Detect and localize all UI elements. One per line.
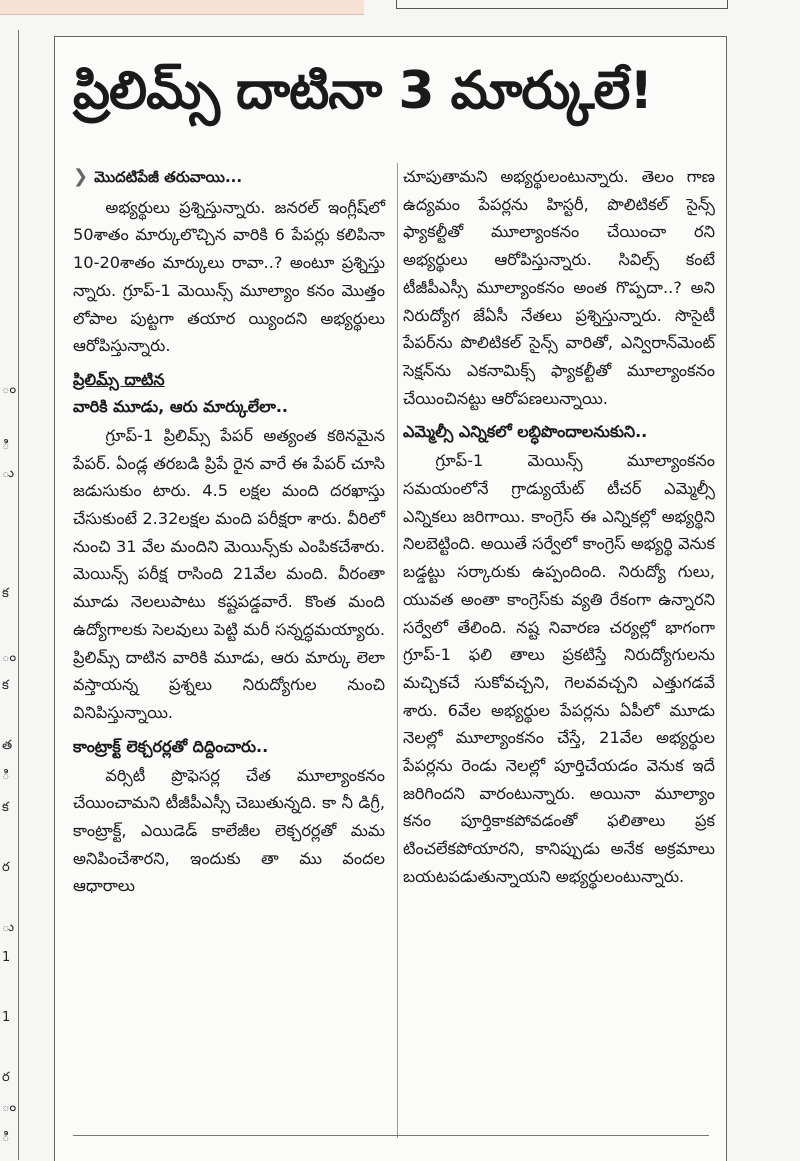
adjacent-column-edge (0, 30, 19, 1160)
edge-fragment: ం (2, 1100, 17, 1115)
left-paragraph-1: అభ్యర్థులు ప్రశ్నిస్తున్నారు. జనరల్ ఇంగ్లీష్‌లో 50శాతం మార్కులొచ్చిన వారికి 6 పేపర్లు కలిపినా 10-20శాతం మార్కులు రావా..? అంటూ ప్రశ్నిస్తు న్నారు. గ్రూప్-1 మెయిన్స్ మూల్యాం కనం మొత్తం లోపాల పుట్టగా తయార య్యిందని అభ్యర్థులు ఆరోపిస్తున్నారు. (73, 197, 385, 356)
headline: ప్రిలిమ్స్ దాటినా 3 మార్కులే! (73, 61, 653, 121)
adjacent-article-box-right (396, 0, 728, 9)
right-subhead: ఎమ్మెల్సీ ఎన్నికలో లబ్ధిపొందాలనుకుని.. (403, 422, 648, 442)
edge-fragment: ు (2, 920, 15, 935)
edge-fragment: ి (2, 768, 10, 783)
left-subhead-1-line1-text: ప్రిలిమ్స్ దాటిన (73, 369, 165, 389)
edge-fragment: ి (2, 438, 10, 453)
bottom-rule (73, 1135, 709, 1136)
edge-fragment: ం (2, 382, 17, 397)
left-subhead-1-line2: వారికి మూడు, ఆరు మార్కులేలా.. (73, 396, 289, 416)
left-subhead-1 (73, 366, 385, 420)
edge-fragment: త (2, 738, 13, 753)
left-column (73, 163, 385, 900)
left-paragraph-3: వర్సిటీ ప్రొఫెసర్ల చేత మూల్యాంకనం చేయించామని టీజీపీఎస్సీ చెబుతున్నది. కా నీ డిగ్రీ, కాంట్రాక్ట్, ఎయిడెడ్ కాలేజీల లెక్చరర్లతో మమ అనిపించేశారని, ఇందుకు తా ము వందల ఆధారాలు (73, 765, 385, 896)
kicker-text: మొదటిపేజీ తరువాయి... (94, 168, 243, 186)
left-subhead-2: కాంట్రాక్ట్ లెక్చరర్లతో దిద్దించారు.. (73, 736, 269, 756)
continuation-kicker (73, 163, 385, 192)
edge-fragment: 1 (2, 1010, 11, 1025)
left-paragraph-2: గ్రూప్-1 ప్రిలిమ్స్ పేపర్ అత్యంత కఠినమైన పేపర్. ఏండ్ల తరబడి ప్రిపే రైన వారే ఈ పేపర్ చూసి జడుసుకుం టారు. 4.5 లక్షల మంది దరఖాస్తు చేసుకుంటే 2.32లక్షల మంది పరీక్షరా శారు. వీరిలో నుంచి 31 వేల మందిని మెయిన్స్‌కు ఎంపికచేశారు. మెయిన్స్ పరీక్ష రాసింది 21వేల మంది. వీరంతా మూడు నెలలుపాటు కష్టపడ్డవారే. కొంత మంది ఉద్యోగాలకు సెలవులు పెట్టి మరీ సన్నద్ధమయ్యారు. ప్రిలిమ్స్ దాటిన వారికి మూడు, ఆరు మార్కు లెలా వస్తాయన్న ప్రశ్నలు నిరుద్యోగుల నుంచి వినిపిస్తున్నాయి. (73, 425, 385, 722)
edge-fragment: క (2, 800, 9, 815)
edge-fragment: 1 (2, 950, 11, 965)
right-paragraph-2: గ్రూప్-1 మెయిన్స్ మూల్యాంకనం సమయంలోనే గ్రాడ్యుయేట్ టీచర్ ఎమ్మెల్సీ ఎన్నికలు జరిగాయి. కాంగ్రెస్ ఈ ఎన్నికల్లో అభ్యర్థిని నిలబెట్టింది. అయితే సర్వేలో కాంగ్రెస్ అభ్యర్థి వెనుక బడ్డట్టు సర్కారుకు ఉప్పందింది. నిరుద్యో గులు, యువత అంతా కాంగ్రెస్‌కు వ్యతి రేకంగా ఉన్నారని సర్వేలో తేలింది. నష్ట నివారణ చర్యల్లో భాగంగా గ్రూప్-1 ఫలి తాలు ప్రకటిస్తే నిరుద్యోగులను మచ్చికచే సుకోవచ్చని, గెలవవచ్చని ఎత్తుగడవే శారు. 6వేల అభ్యర్థుల పేపర్లను ఏపీలో మూడు నెలల్లో మూల్యాంకనం చేస్తే, 21వేల అభ్యర్థుల పేపర్లను రెండు నెలల్లో పూర్తిచేయడం వెనుక ఇదే జరిగిందని వారంటున్నారు. అయినా మూల్యాం కనం పూర్తికాకపోవడంతో ఫలితాలు ప్రక టించలేకపోయారని, కానిప్పుడు అనేక అక్రమాలు బయటపడుతున్నాయని అభ్యర్థులంటున్నారు. (403, 451, 715, 886)
right-column (403, 163, 715, 891)
edge-fragment: క (2, 586, 9, 601)
edge-fragment: ర (2, 1070, 10, 1085)
adjacent-article-box-left (0, 0, 364, 15)
edge-fragment: ర (2, 860, 10, 875)
chevron-right-icon: ❯ (73, 166, 89, 187)
edge-fragment: క (2, 678, 9, 693)
edge-fragment: ం (2, 650, 17, 665)
right-paragraph-1: చూపుతామని అభ్యర్థులంటున్నారు. తెలం గాణ ఉద్యమం పేపర్లను హిస్టరీ, పొలిటికల్ సైన్స్ ఫ్యాకల్టీతో మూల్యాంకనం చేయించా రని అభ్యర్థులు ఆరోపిస్తున్నారు. సివిల్స్ కంటే టీజీపీఎస్సీ మూల్యాంకనం అంత గొప్పదా..? అని నిరుద్యోగ జేఏసీ నేతలు ప్రశ్నిస్తున్నారు. సొసైటీ పేపర్‌ను పొలిటికల్ సైన్స్ వారితో, ఎన్విరాన్‌మెంట్ సెక్షన్‌ను ఎకనామిక్స్ ఫ్యాకల్టీతో మూల్యాంకనం చేయించినట్టు ఆరోపణలున్నాయి. (403, 167, 715, 408)
article-box (54, 36, 727, 1161)
edge-fragment: ు (2, 466, 15, 481)
edge-fragment: ి (2, 1130, 10, 1145)
column-divider (397, 163, 398, 1138)
left-subhead-1-line1 (73, 366, 385, 393)
